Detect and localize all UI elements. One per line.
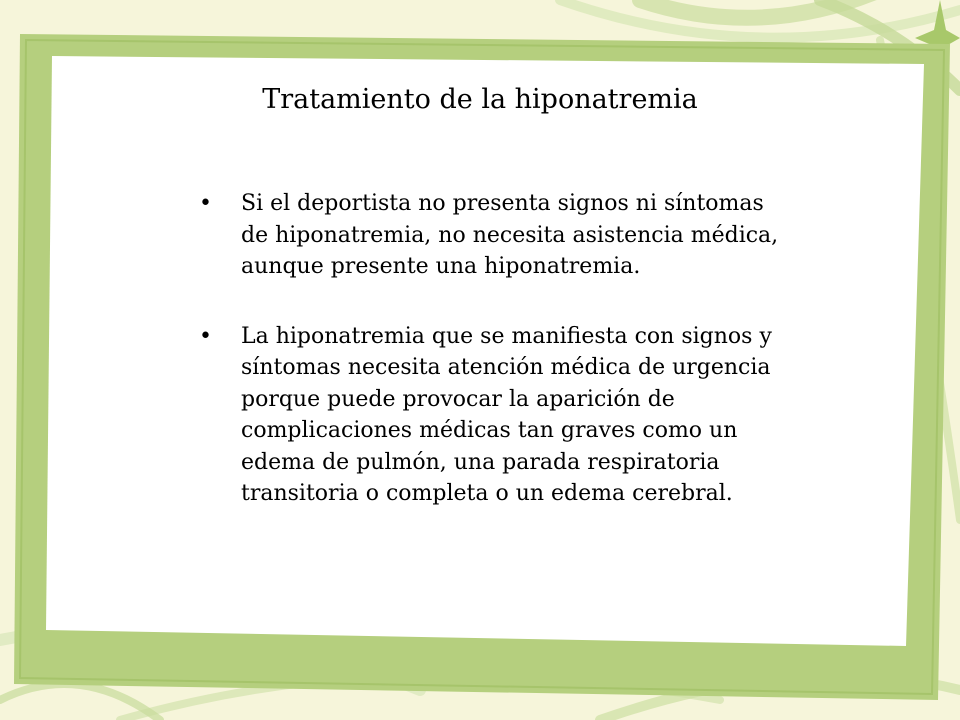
bullet-icon: • — [199, 323, 212, 349]
slide-title: Tratamiento de la hiponatremia — [262, 84, 698, 115]
bullet-icon: • — [199, 191, 212, 216]
bullet-item — [195, 321, 795, 510]
bullet-text: La hiponatremia que se manifiesta con signos y síntomas necesita atención médica de urgencia porque puede provocar la aparición de complicaciones médicas tan graves como un edema de pulmón, una parada respiratoria transitoria o completa o un edema cerebral. — [241, 323, 772, 506]
bullet-text: Si el deportista no presenta signos ni síntomas de hiponatremia, no necesita asistencia médica, aunque presente una hiponatremia. — [241, 191, 779, 279]
bullet-list — [195, 188, 795, 548]
bullet-item — [195, 188, 795, 283]
